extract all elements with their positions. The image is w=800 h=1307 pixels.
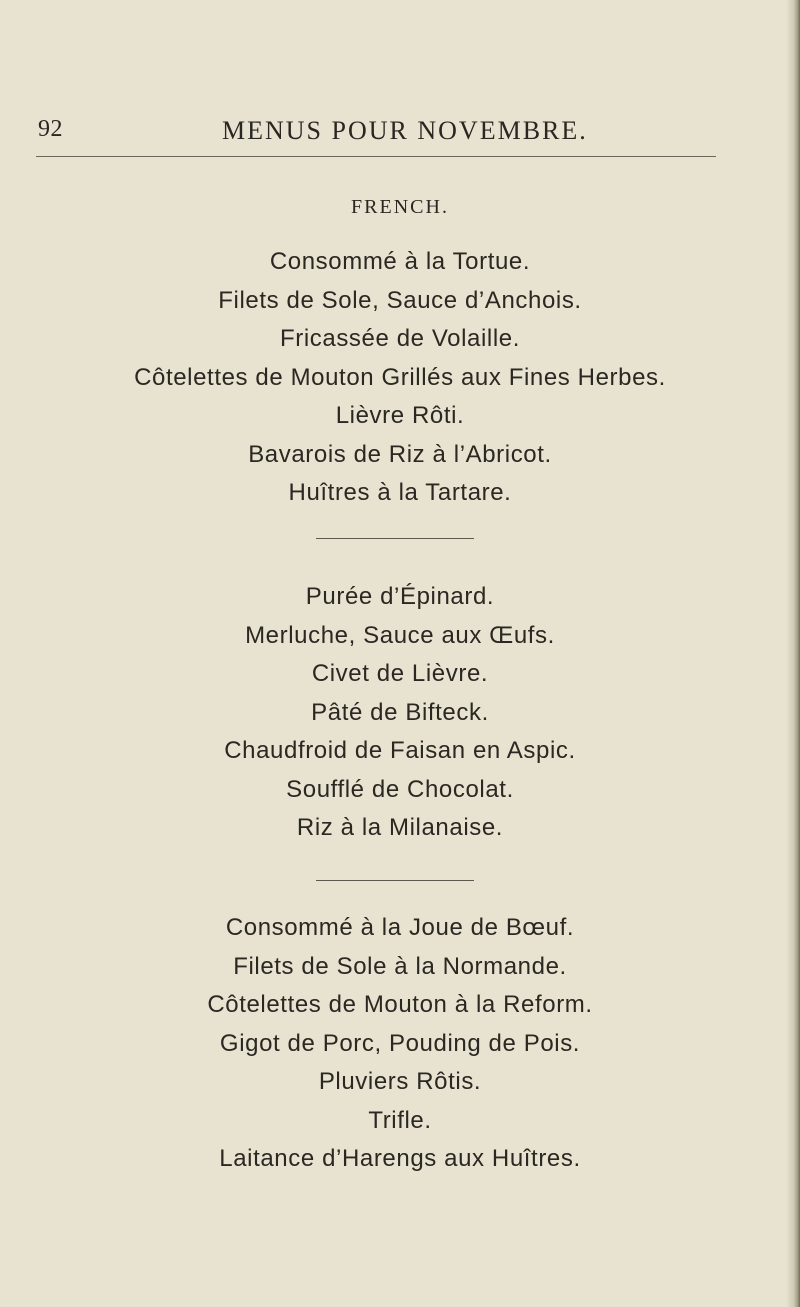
menu-item: Purée d’Épinard. bbox=[305, 583, 495, 610]
menu-list-2 bbox=[0, 578, 800, 848]
menu-divider bbox=[316, 538, 474, 539]
menu-divider bbox=[316, 880, 474, 881]
menu-item: Lièvre Rôti. bbox=[335, 402, 465, 429]
menu-item: Pluviers Rôtis. bbox=[318, 1068, 482, 1095]
menu-item: Consommé à la Tortue. bbox=[269, 248, 531, 275]
menu-item: Soufflé de Chocolat. bbox=[286, 775, 514, 803]
menu-item: Filets de Sole, Sauce d’Anchois. bbox=[218, 286, 582, 314]
running-head: MENUS POUR NOVEMBRE. bbox=[222, 116, 588, 145]
menu-item: Gigot de Porc, Pouding de Pois. bbox=[219, 1029, 581, 1057]
menu-item: Filets de Sole à la Normande. bbox=[233, 952, 567, 980]
page-header bbox=[0, 108, 800, 148]
menu-item: Laitance d’Harengs aux Huîtres. bbox=[219, 1145, 581, 1172]
menu-item: Merluche, Sauce aux Œufs. bbox=[245, 621, 555, 649]
page-number: 92 bbox=[38, 116, 63, 142]
menu-item: Civet de Lièvre. bbox=[311, 660, 489, 687]
menu-item: Pâté de Bifteck. bbox=[311, 698, 489, 726]
menu-item: Côtelettes de Mouton Grillés aux Fines Herbes. bbox=[134, 363, 666, 391]
menu-item: Huîtres à la Tartare. bbox=[288, 479, 512, 506]
section-label: FRENCH. bbox=[351, 196, 449, 218]
menu-item: Fricassée de Volaille. bbox=[280, 325, 520, 352]
menu-list-3 bbox=[0, 909, 800, 1179]
menu-item: Côtelettes de Mouton à la Reform. bbox=[207, 991, 593, 1018]
menu-item: Trifle. bbox=[368, 1106, 432, 1134]
menu-list-1 bbox=[0, 243, 800, 513]
header-rule bbox=[36, 156, 716, 157]
menu-item: Consommé à la Joue de Bœuf. bbox=[225, 914, 575, 941]
menu-item: Chaudfroid de Faisan en Aspic. bbox=[224, 737, 576, 764]
menu-item: Bavarois de Riz à l’Abricot. bbox=[248, 440, 552, 468]
menu-item: Riz à la Milanaise. bbox=[296, 814, 504, 841]
